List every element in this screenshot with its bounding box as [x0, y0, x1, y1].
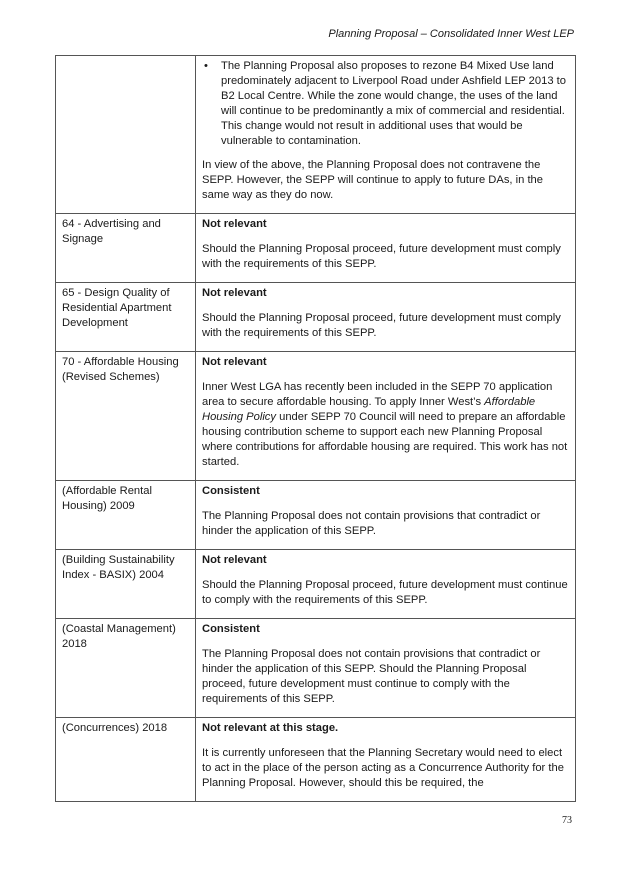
table-row	[56, 283, 576, 352]
page-header: Planning Proposal – Consolidated Inner West LEP	[328, 28, 574, 40]
table-row	[56, 56, 576, 214]
assessment-cell	[196, 56, 576, 214]
table-row	[56, 214, 576, 283]
finding-label: Consistent	[202, 485, 260, 497]
assessment-cell	[196, 283, 576, 352]
assessment-cell	[196, 352, 576, 481]
assessment-text: Should the Planning Proposal proceed, future development must comply with the requirements of this SEPP.	[202, 243, 561, 270]
finding-label: Not relevant	[202, 218, 267, 230]
assessment-text: The Planning Proposal does not contain provisions that contradict or hinder the application of this SEPP.	[202, 510, 541, 537]
table-row	[56, 550, 576, 619]
table-row	[56, 352, 576, 481]
policy-cell: (Affordable Rental Housing) 2009	[56, 481, 196, 550]
finding-label: Not relevant at this stage.	[202, 722, 339, 734]
assessment-text: Should the Planning Proposal proceed, future development must continue to comply with the requirements of this SEPP.	[202, 579, 568, 606]
assessment-text: In view of the above, the Planning Proposal does not contravene the SEPP. However, the SEPP will continue to apply to future DAs, in the same way as they do now.	[202, 159, 543, 201]
assessment-cell	[196, 619, 576, 718]
assessment-text: Should the Planning Proposal proceed, future development must comply with the requirements of this SEPP.	[202, 312, 561, 339]
table-row	[56, 481, 576, 550]
policy-cell: 65 - Design Quality of Residential Apartment Development	[56, 283, 196, 352]
policy-cell	[56, 56, 196, 214]
sepp-consistency-table	[55, 55, 576, 802]
assessment-text: The Planning Proposal does not contain provisions that contradict or hinder the application of this SEPP. Should the Planning Proposal proceed, future development must continue to comply with the requirements of this SEPP.	[202, 648, 541, 705]
policy-cell: (Concurrences) 2018	[56, 718, 196, 802]
finding-label: Consistent	[202, 623, 260, 635]
finding-label: Not relevant	[202, 356, 267, 368]
policy-cell: (Coastal Management) 2018	[56, 619, 196, 718]
assessment-text: It is currently unforeseen that the Planning Secretary would need to elect to act in the place of the person acting as a Concurrence Authority for the Planning Proposal. However, should this be required, the	[202, 747, 564, 789]
assessment-text	[202, 380, 569, 470]
assessment-text-part: under SEPP 70 Council will need to prepare an affordable housing contribution scheme to support each new Planning Proposal where contributions for affordable housing are required. This work has not started.	[202, 411, 568, 468]
policy-title-emphasis: Affordable Housing Policy	[202, 396, 536, 423]
assessment-text-part: Inner West LGA has recently been included in the SEPP 70 application area to secure affordable housing. To apply Inner West’s	[202, 381, 553, 408]
assessment-cell	[196, 481, 576, 550]
finding-label: Not relevant	[202, 287, 267, 299]
bullet-icon: •	[204, 60, 208, 72]
bullet-item	[204, 59, 569, 149]
policy-cell: 64 - Advertising and Signage	[56, 214, 196, 283]
table-row	[56, 619, 576, 718]
assessment-cell	[196, 718, 576, 802]
policy-cell: (Building Sustainability Index - BASIX) 2004	[56, 550, 196, 619]
assessment-cell	[196, 214, 576, 283]
bullet-text: The Planning Proposal also proposes to rezone B4 Mixed Use land predominately adjacent to Liverpool Road under Ashfield LEP 2013 to B2 Local Centre. While the zone would change, the uses of the land will continue to be predominantly a mix of commercial and residential. This change would not result in additional uses that would be vulnerable to contamination.	[221, 60, 566, 147]
page-number: 73	[562, 815, 572, 826]
policy-cell: 70 - Affordable Housing (Revised Schemes)	[56, 352, 196, 481]
table-row	[56, 718, 576, 802]
finding-label: Not relevant	[202, 554, 267, 566]
assessment-cell	[196, 550, 576, 619]
